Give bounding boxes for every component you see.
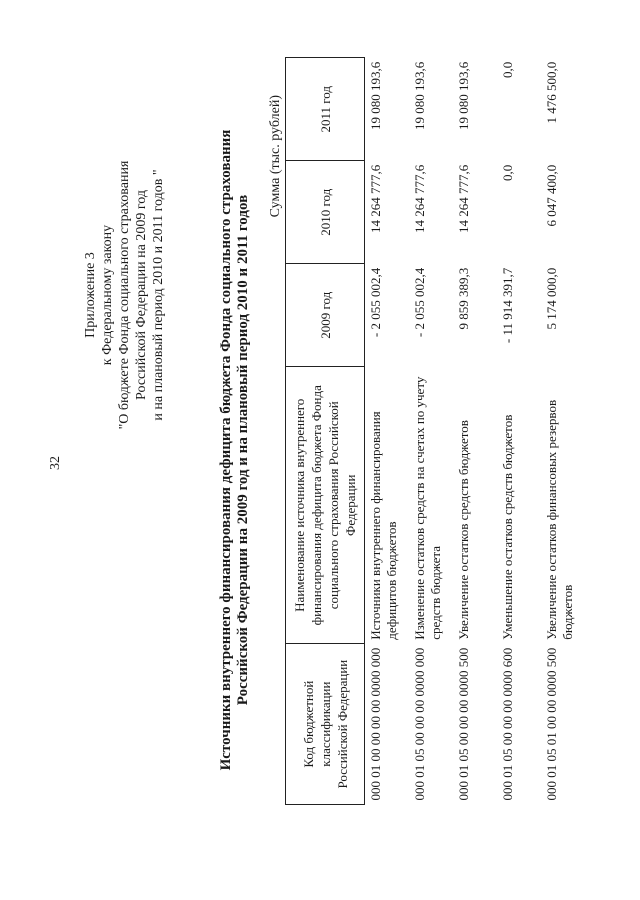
cell-name: Источники внутреннего финансирования дефицитов бюджетов [368, 411, 399, 640]
cell-2009: - 2 055 002,4 [368, 267, 383, 338]
cell-name: Уменьшение остатков средств бюджетов [499, 414, 515, 640]
appendix-line: Российской Федерации на 2009 год [134, 190, 149, 400]
cell-2011: 19 080 193,6 [368, 61, 383, 130]
unit-label: Сумма (тыс. рублей) [268, 95, 283, 218]
table-row [453, 58, 497, 805]
page-number: 32 [48, 456, 63, 470]
cell-2010: 14 264 777,6 [411, 164, 427, 233]
cell-2010: 14 264 777,6 [368, 164, 383, 233]
cell-2011: 0,0 [499, 61, 515, 78]
header-code: Код бюджетной классификации Российской Федерации [286, 644, 365, 805]
appendix-line: Приложение 3 [83, 252, 98, 338]
title-line-1: Источники внутреннего финансирования дефицита бюджета Фонда социального страхования [218, 129, 234, 771]
cell-name: Увеличение остатков финансовых резервов бюджетов [543, 399, 575, 640]
table-row [541, 58, 585, 805]
cell-code: 000 01 05 00 00 00 0000 500 [455, 647, 471, 801]
table-row [365, 58, 409, 805]
cell-2009: - 11 914 391,7 [499, 267, 515, 344]
cell-name: Увеличение остатков средств бюджетов [455, 420, 471, 640]
header-2010: 2010 год [286, 161, 365, 264]
cell-name: Изменение остатков средств на счетах по учету средств бюджета [411, 376, 443, 640]
appendix-line: и на плановый период 2010 и 2011 годов " [151, 169, 166, 421]
cell-2011: 19 080 193,6 [455, 61, 471, 130]
cell-code: 000 01 00 00 00 00 0000 000 [368, 647, 383, 801]
header-2011: 2011 год [286, 58, 365, 161]
title-line-2: Российской Федерации на 2009 год и на плановый период 2010 и 2011 годов [235, 194, 251, 706]
document-title [218, 120, 252, 780]
header-name: Наименование источника внутреннего финансирования дефицита бюджета Фонда социального страхования Российской Федерации [286, 367, 365, 644]
cell-2009: 9 859 389,3 [455, 267, 471, 330]
cell-2010: 6 047 400,0 [543, 164, 559, 227]
table-header-row [286, 58, 365, 805]
cell-code: 000 01 05 00 00 00 0000 600 [499, 647, 515, 801]
cell-2009: - 2 055 002,4 [411, 267, 427, 338]
cell-2010: 0,0 [499, 164, 515, 181]
header-2009: 2009 год [286, 264, 365, 367]
table-row [497, 58, 541, 805]
cell-code: 000 01 05 00 00 00 0000 000 [411, 647, 427, 801]
cell-2011: 19 080 193,6 [411, 61, 427, 130]
cell-2009: 5 174 000,0 [543, 267, 559, 330]
cell-2010: 14 264 777,6 [455, 164, 471, 233]
cell-code: 000 01 05 01 00 00 0000 500 [543, 647, 559, 801]
appendix-line: к Федеральному закону [100, 224, 115, 366]
appendix-header [82, 115, 167, 475]
budget-sources-table [285, 57, 585, 805]
appendix-line: "О бюджете Фонда социального страхования [117, 160, 132, 430]
table-row [409, 58, 453, 805]
cell-2011: 1 476 500,0 [543, 61, 559, 124]
